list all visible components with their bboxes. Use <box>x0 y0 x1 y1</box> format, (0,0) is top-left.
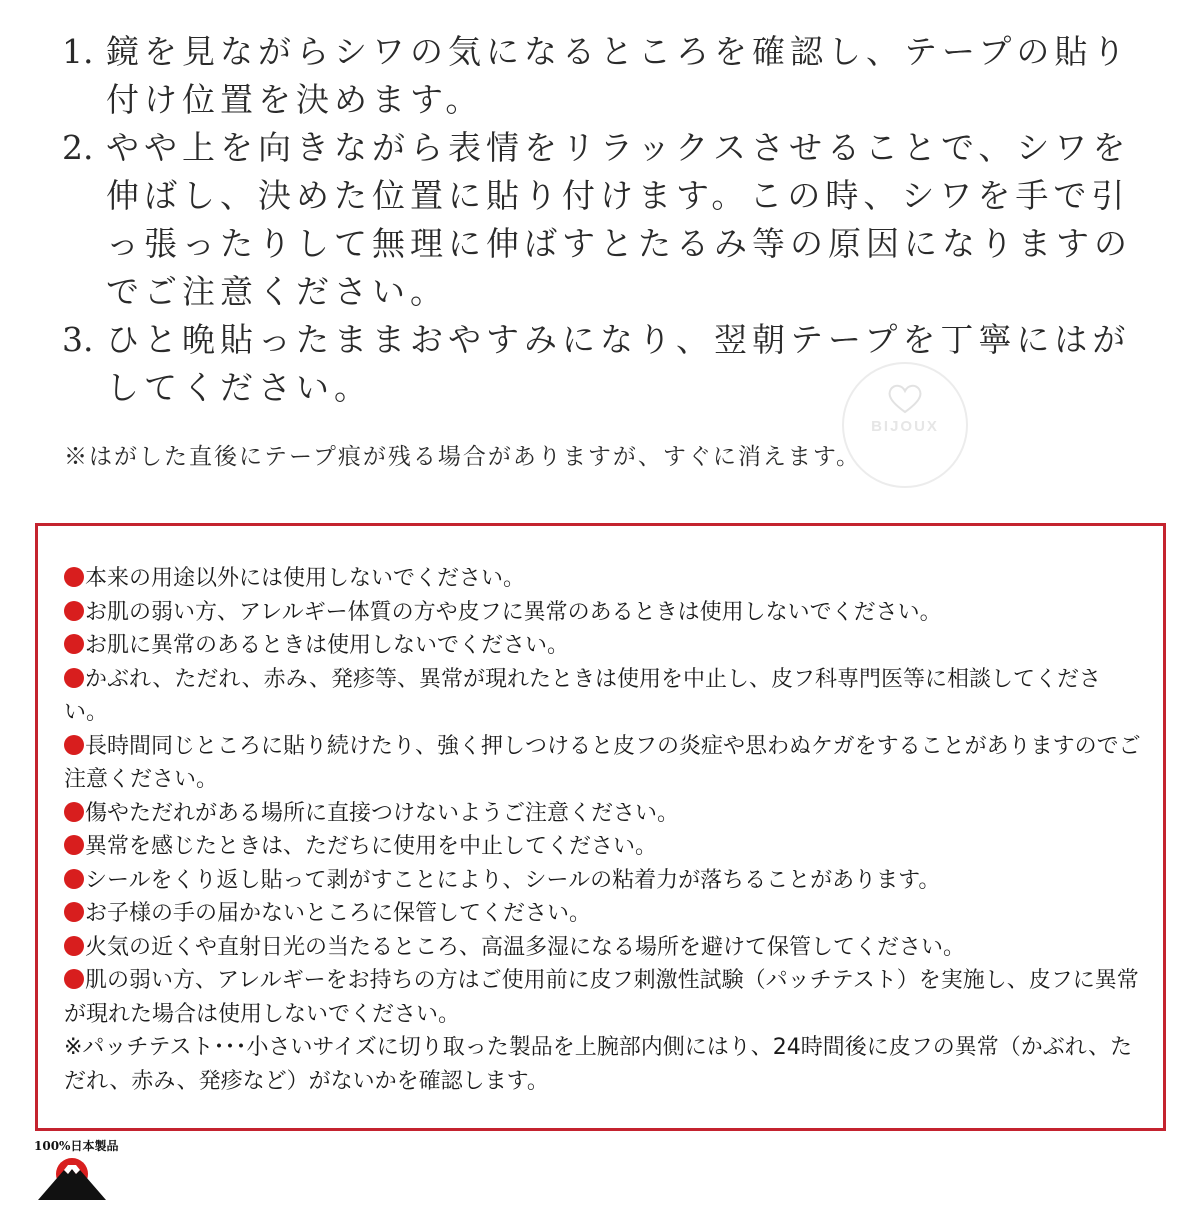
red-bullet-icon <box>64 634 84 654</box>
made-in-japan-logo <box>34 1137 124 1199</box>
step-text: やや上を向きながら表情をリラックスさせることで、シワを伸ばし、決めた位置に貼り付けます。この時、シワを手で引っ張ったりして無理に伸ばすとたるみ等の原因になりますのでご注意ください。 <box>106 128 1132 311</box>
heart-icon <box>885 382 925 416</box>
mount-fuji-icon <box>34 1156 110 1202</box>
instruction-step-3 <box>62 316 1142 412</box>
step-number: 2. <box>62 128 94 167</box>
red-bullet-icon <box>64 835 84 855</box>
tape-mark-note: ※はがした直後にテープ痕が残る場合がありますが、すぐに消えます。 <box>64 444 862 470</box>
red-bullet-icon <box>64 869 84 889</box>
red-bullet-icon <box>64 601 84 621</box>
red-bullet-icon <box>64 567 84 587</box>
caution-item: 長時間同じところに貼り続けたり、強く押しつけると皮フの炎症や思わぬケガをすることがありますのでご注意ください。 <box>64 733 1141 792</box>
red-bullet-icon <box>64 735 84 755</box>
red-bullet-icon <box>64 668 84 688</box>
red-bullet-icon <box>64 936 84 956</box>
caution-item: お子様の手の届かないところに保管してください。 <box>64 897 1141 931</box>
caution-item: お肌の弱い方、アレルギー体質の方や皮フに異常のあるときは使用しないでください。 <box>64 596 1141 630</box>
caution-item: お肌に異常のあるときは使用しないでください。 <box>64 629 1141 663</box>
step-text: ひと晩貼ったままおやすみになり、翌朝テープを丁寧にはがしてください。 <box>106 320 1131 407</box>
patch-test-note: ※パッチテスト･･･小さいサイズに切り取った製品を上腕部内側にはり、24時間後に皮フの異常（かぶれ、ただれ、赤み、発疹など）がないかを確認します。 <box>64 1035 1133 1094</box>
caution-item: 本来の用途以外には使用しないでください。 <box>64 562 1141 596</box>
caution-item: シールをくり返し貼って剥がすことにより、シールの粘着力が落ちることがあります。 <box>64 864 1141 898</box>
usage-instructions <box>62 28 1142 412</box>
brand-watermark <box>842 362 968 488</box>
caution-item: 火気の近くや直射日光の当たるところ、高温多湿になる場所を避けて保管してください。 <box>64 931 1141 965</box>
caution-item: かぶれ、ただれ、赤み、発疹等、異常が現れたときは使用を中止し、皮フ科専門医等に相談してください。 <box>64 666 1101 725</box>
caution-item: 傷やただれがある場所に直接つけないようご注意ください。 <box>64 797 1141 831</box>
logo-text: 100%日本製品 <box>34 1139 119 1153</box>
instruction-step-2 <box>62 124 1142 316</box>
instruction-step-1 <box>62 28 1142 124</box>
step-number: 3. <box>62 320 94 359</box>
caution-item: 異常を感じたときは、ただちに使用を中止してください。 <box>64 830 1141 864</box>
caution-item: 肌の弱い方、アレルギーをお持ちの方はご使用前に皮フ刺激性試験（パッチテスト）を実施し、皮フに異常が現れた場合は使用しないでください。 <box>64 968 1139 1027</box>
step-text: 鏡を見ながらシワの気になるところを確認し、テープの貼り付け位置を決めます。 <box>106 32 1131 119</box>
red-bullet-icon <box>64 969 84 989</box>
red-bullet-icon <box>64 902 84 922</box>
caution-box <box>35 523 1166 1131</box>
red-bullet-icon <box>64 802 84 822</box>
step-number: 1. <box>62 32 94 71</box>
watermark-text: BIJOUX <box>871 418 939 435</box>
